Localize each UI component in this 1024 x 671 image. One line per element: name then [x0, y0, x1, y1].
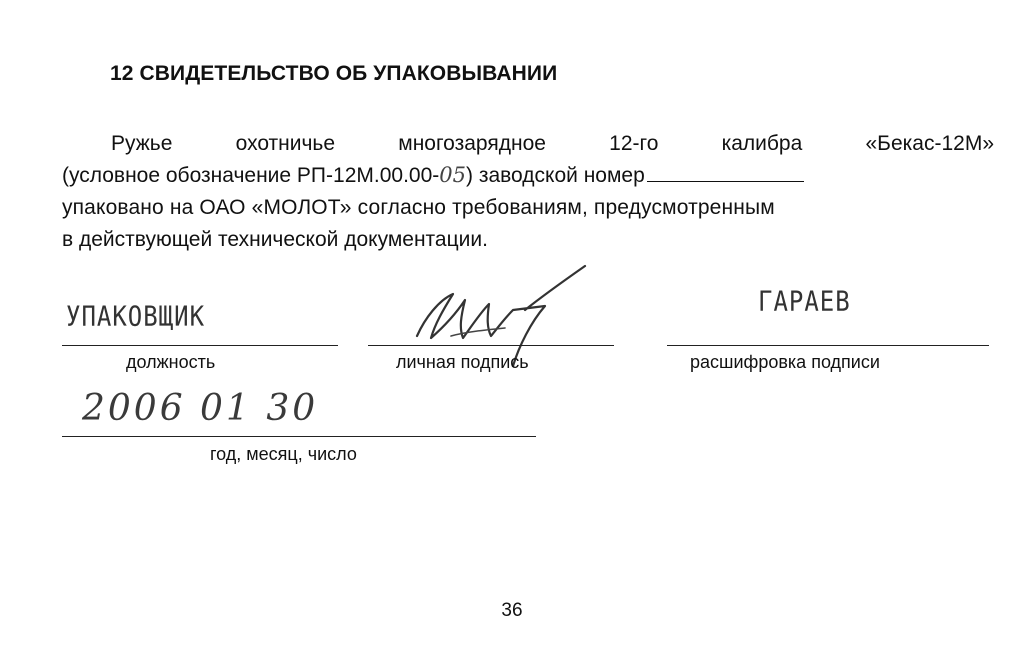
paragraph-line-2 — [62, 161, 994, 190]
paragraph-word: калибра — [721, 132, 803, 155]
position-stamp: УПАКОВЩИК — [66, 300, 206, 333]
paragraph-word: многозарядное — [398, 132, 546, 155]
date-handwritten: 2006 01 30 — [82, 388, 319, 429]
paragraph-word: «Бекас-12М» — [865, 132, 994, 155]
serial-label: ) заводской номер — [466, 164, 645, 187]
signature-caption: личная подпись — [396, 352, 529, 372]
serial-number-blank — [647, 163, 804, 182]
name-stamp: ГАРАЕВ — [758, 285, 851, 318]
position-line — [62, 345, 338, 346]
paragraph-word: 12-го — [609, 132, 659, 155]
date-caption: год, месяц, число — [210, 444, 357, 464]
paragraph-word: охотничье — [235, 132, 336, 155]
paragraph-word: Ружье — [111, 132, 173, 155]
designation-text: (условное обозначение РП-12М.00.00- — [62, 164, 440, 187]
position-caption: должность — [126, 352, 216, 372]
page-number: 36 — [501, 600, 523, 621]
paragraph-line-1 — [62, 129, 994, 158]
signature-line — [368, 345, 614, 346]
paragraph-line-4: в действующей технической документации. — [62, 228, 488, 251]
date-line — [62, 436, 536, 437]
handwritten-variant: 05 — [439, 163, 466, 187]
section-heading: 12 СВИДЕТЕЛЬСТВО ОБ УПАКОВЫВАНИИ — [110, 62, 558, 85]
paragraph-line-3: упаковано на ОАО «МОЛОТ» согласно требованиям, предусмотренным — [62, 196, 775, 219]
name-caption: расшифровка подписи — [690, 352, 880, 372]
name-line — [667, 345, 989, 346]
